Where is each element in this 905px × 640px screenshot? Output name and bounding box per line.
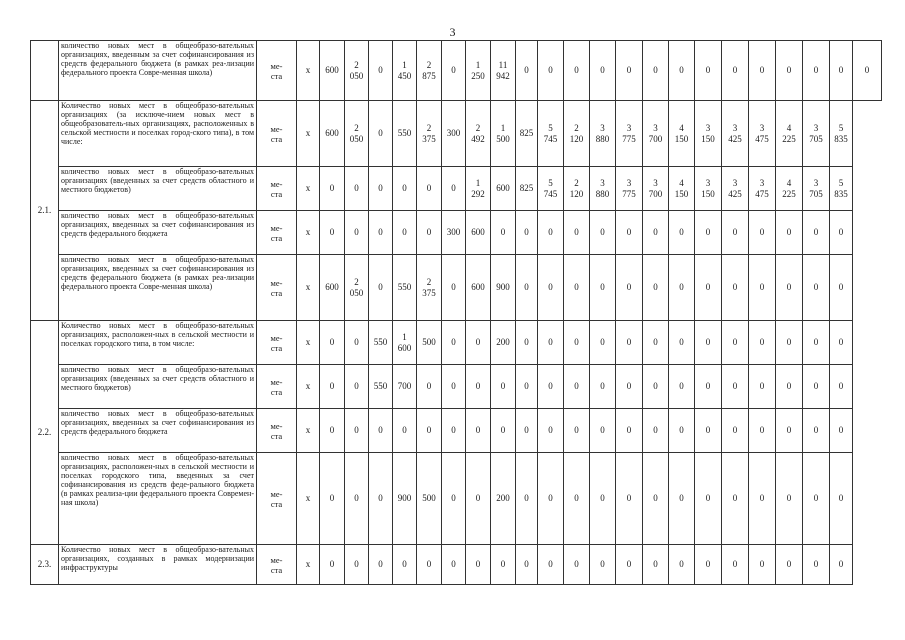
value-cell: х xyxy=(297,545,320,585)
value-cell: 0 xyxy=(830,321,853,365)
value-cell: 4 225 xyxy=(776,167,803,211)
unit-cell: ме- ста xyxy=(257,321,297,365)
value-cell: 0 xyxy=(516,321,538,365)
value-cell: 0 xyxy=(442,365,466,409)
value-cell: 3 425 xyxy=(722,101,749,167)
value-cell: х xyxy=(297,101,320,167)
value-cell: 0 xyxy=(776,211,803,255)
value-cell: 0 xyxy=(803,545,830,585)
indicator-description: количество новых мест в общеобразо-вательных организациях, введенных за счет софинансирования из средств федерального бюджета xyxy=(59,409,257,453)
value-cell: 825 xyxy=(516,101,538,167)
value-cell: 900 xyxy=(393,453,417,545)
value-cell: 0 xyxy=(345,365,369,409)
table-row xyxy=(31,167,882,211)
value-cell: 550 xyxy=(393,255,417,321)
value-cell: 0 xyxy=(320,453,345,545)
value-cell: 0 xyxy=(695,41,722,101)
unit-cell: ме- ста xyxy=(257,211,297,255)
unit-cell: ме- ста xyxy=(257,255,297,321)
value-cell: 0 xyxy=(830,255,853,321)
indicator-description: Количество новых мест в общеобразо-вательных организациях, расположен-ных в сельской местности и поселках городского типа, в том числе: xyxy=(59,321,257,365)
value-cell: 3 475 xyxy=(749,101,776,167)
value-cell: 0 xyxy=(643,211,669,255)
value-cell: 600 xyxy=(320,101,345,167)
value-cell: 825 xyxy=(516,167,538,211)
value-cell: 5 835 xyxy=(830,101,853,167)
value-cell: 0 xyxy=(669,255,695,321)
value-cell: 0 xyxy=(538,321,564,365)
unit-cell: ме- ста xyxy=(257,101,297,167)
value-cell: 1 600 xyxy=(393,321,417,365)
value-cell: 3 705 xyxy=(803,101,830,167)
value-cell: 5 745 xyxy=(538,167,564,211)
value-cell: 0 xyxy=(830,545,853,585)
value-cell: 0 xyxy=(590,211,616,255)
row-number-cell: 2.2. xyxy=(31,321,59,545)
value-cell: 1 250 xyxy=(466,41,491,101)
value-cell: 3 880 xyxy=(590,101,616,167)
value-cell: 0 xyxy=(466,453,491,545)
value-cell: 0 xyxy=(695,321,722,365)
value-cell: 0 xyxy=(669,365,695,409)
value-cell: 3 700 xyxy=(643,167,669,211)
value-cell: 0 xyxy=(695,453,722,545)
value-cell: 0 xyxy=(516,365,538,409)
unit-cell: ме- ста xyxy=(257,409,297,453)
value-cell: 0 xyxy=(803,41,830,101)
value-cell: 0 xyxy=(442,545,466,585)
value-cell: 0 xyxy=(830,365,853,409)
value-cell: 0 xyxy=(538,365,564,409)
value-cell: 0 xyxy=(803,409,830,453)
value-cell: 0 xyxy=(393,545,417,585)
value-cell: 2 120 xyxy=(564,101,590,167)
value-cell: 0 xyxy=(417,365,442,409)
value-cell: 1 450 xyxy=(393,41,417,101)
value-cell: 200 xyxy=(491,453,516,545)
value-cell: х xyxy=(297,453,320,545)
value-cell: 500 xyxy=(417,453,442,545)
value-cell: 900 xyxy=(491,255,516,321)
value-cell: 300 xyxy=(442,211,466,255)
value-cell: 0 xyxy=(749,365,776,409)
table-row xyxy=(31,545,882,585)
indicator-description: количество новых мест в общеобразо-вательных организациях (введенных за счет средств областного и местного бюджетов) xyxy=(59,365,257,409)
value-cell: 0 xyxy=(776,453,803,545)
indicator-description: Количество новых мест в общеобразо-вательных организациях (за исключе-нием новых мест в общеобразователь-ных организациях, расположенных в сельской местности и поселках город-ского типа), в том числе: xyxy=(59,101,257,167)
value-cell: 0 xyxy=(722,321,749,365)
value-cell: 0 xyxy=(393,167,417,211)
value-cell: 0 xyxy=(669,545,695,585)
value-cell: 0 xyxy=(564,409,590,453)
value-cell: 0 xyxy=(320,167,345,211)
indicator-description: количество новых мест в общеобразо-вательных организациях, расположен-ных в сельской местности и поселках городского типа, введенных за счет софинансирования из средств феде-рального бюджета (в рамках реализа-ции федерального проекта Современ-ная школа) xyxy=(59,453,257,545)
value-cell: 0 xyxy=(749,41,776,101)
row-number-cell: 2.1. xyxy=(31,101,59,321)
value-cell: 0 xyxy=(491,365,516,409)
unit-cell: ме- ста xyxy=(257,41,297,101)
value-cell: 0 xyxy=(442,453,466,545)
value-cell: 4 150 xyxy=(669,167,695,211)
value-cell: 0 xyxy=(590,409,616,453)
value-cell: 3 700 xyxy=(643,101,669,167)
row-number-cell: 2.3. xyxy=(31,545,59,585)
value-cell: 0 xyxy=(369,255,393,321)
value-cell: 0 xyxy=(749,453,776,545)
value-cell: 550 xyxy=(369,321,393,365)
value-cell: 0 xyxy=(369,41,393,101)
value-cell: 0 xyxy=(643,255,669,321)
value-cell: 3 150 xyxy=(695,167,722,211)
value-cell: 2 120 xyxy=(564,167,590,211)
value-cell: 0 xyxy=(590,365,616,409)
value-cell: 0 xyxy=(830,409,853,453)
value-cell: 0 xyxy=(803,365,830,409)
value-cell: х xyxy=(297,409,320,453)
table-row xyxy=(31,255,882,321)
value-cell: 0 xyxy=(590,453,616,545)
indicators-table xyxy=(30,40,882,585)
table-row xyxy=(31,321,882,365)
value-cell: 0 xyxy=(466,365,491,409)
value-cell: 0 xyxy=(749,321,776,365)
value-cell: 0 xyxy=(722,409,749,453)
value-cell: 0 xyxy=(369,167,393,211)
value-cell: 0 xyxy=(491,409,516,453)
value-cell: 0 xyxy=(590,321,616,365)
value-cell: 0 xyxy=(616,453,643,545)
value-cell: 0 xyxy=(442,41,466,101)
value-cell: 0 xyxy=(722,41,749,101)
value-cell: 0 xyxy=(564,321,590,365)
value-cell: 3 775 xyxy=(616,101,643,167)
value-cell: 200 xyxy=(491,321,516,365)
value-cell: 3 705 xyxy=(803,167,830,211)
value-cell: 0 xyxy=(669,321,695,365)
value-cell: 0 xyxy=(538,409,564,453)
value-cell: 3 775 xyxy=(616,167,643,211)
value-cell: 0 xyxy=(466,321,491,365)
indicator-description: количество новых мест в общеобразо-вательных организациях, введенных за счет софинансирования из средств федерального бюджета (в рамках реа-лизации федерального проекта Совре-менная школа) xyxy=(59,255,257,321)
value-cell: 0 xyxy=(643,321,669,365)
value-cell: 2 375 xyxy=(417,255,442,321)
value-cell: 3 475 xyxy=(749,167,776,211)
value-cell: 3 150 xyxy=(695,101,722,167)
value-cell: 0 xyxy=(643,545,669,585)
value-cell: 0 xyxy=(442,321,466,365)
value-cell: 0 xyxy=(345,545,369,585)
value-cell: 0 xyxy=(776,545,803,585)
value-cell: 0 xyxy=(749,409,776,453)
value-cell: 600 xyxy=(320,41,345,101)
unit-cell: ме- ста xyxy=(257,453,297,545)
value-cell: 0 xyxy=(320,211,345,255)
value-cell: 300 xyxy=(442,101,466,167)
value-cell: 0 xyxy=(369,545,393,585)
value-cell: 0 xyxy=(417,211,442,255)
value-cell: 0 xyxy=(590,545,616,585)
value-cell: 0 xyxy=(776,321,803,365)
value-cell: 0 xyxy=(516,453,538,545)
value-cell: 0 xyxy=(695,211,722,255)
value-cell: 0 xyxy=(803,321,830,365)
value-cell: 0 xyxy=(853,41,882,101)
value-cell: 0 xyxy=(590,255,616,321)
value-cell: 0 xyxy=(776,409,803,453)
value-cell: 0 xyxy=(803,255,830,321)
value-cell: 0 xyxy=(442,255,466,321)
value-cell: 0 xyxy=(345,321,369,365)
value-cell: 0 xyxy=(830,453,853,545)
value-cell: х xyxy=(297,321,320,365)
value-cell: 0 xyxy=(803,211,830,255)
value-cell: 0 xyxy=(695,545,722,585)
value-cell: 0 xyxy=(830,41,853,101)
value-cell: 600 xyxy=(320,255,345,321)
value-cell: 600 xyxy=(491,167,516,211)
table-row xyxy=(31,101,882,167)
value-cell: 0 xyxy=(345,167,369,211)
value-cell: 0 xyxy=(564,211,590,255)
value-cell: 0 xyxy=(417,545,442,585)
value-cell: 2 050 xyxy=(345,41,369,101)
page-number: 3 xyxy=(449,25,456,39)
value-cell: 600 xyxy=(466,211,491,255)
value-cell: 0 xyxy=(320,545,345,585)
value-cell: 0 xyxy=(722,545,749,585)
value-cell: 0 xyxy=(749,255,776,321)
value-cell: 0 xyxy=(616,409,643,453)
value-cell: 0 xyxy=(417,409,442,453)
value-cell: 550 xyxy=(369,365,393,409)
value-cell: 0 xyxy=(564,365,590,409)
value-cell: 0 xyxy=(538,453,564,545)
value-cell: 0 xyxy=(669,211,695,255)
unit-cell: ме- ста xyxy=(257,545,297,585)
value-cell: 0 xyxy=(345,409,369,453)
value-cell: 4 150 xyxy=(669,101,695,167)
value-cell: 0 xyxy=(516,255,538,321)
value-cell: 0 xyxy=(369,453,393,545)
value-cell: 0 xyxy=(695,409,722,453)
value-cell: 0 xyxy=(538,255,564,321)
table-row xyxy=(31,453,882,545)
value-cell: 0 xyxy=(345,211,369,255)
value-cell: 0 xyxy=(369,211,393,255)
value-cell: 0 xyxy=(695,365,722,409)
row-number-cell xyxy=(31,41,59,101)
indicator-description: количество новых мест в общеобразо-вательных организациях, введенных за счет софинансирования из средств федерального бюджета xyxy=(59,211,257,255)
value-cell: 0 xyxy=(776,41,803,101)
value-cell: 0 xyxy=(722,365,749,409)
indicator-description: количество новых мест в общеобразо-вательных организациях (введенных за счет средств областного и местного бюджетов) xyxy=(59,167,257,211)
value-cell: 700 xyxy=(393,365,417,409)
value-cell: 0 xyxy=(830,211,853,255)
value-cell: 0 xyxy=(442,167,466,211)
value-cell: 0 xyxy=(516,409,538,453)
value-cell: 2 050 xyxy=(345,101,369,167)
value-cell: 0 xyxy=(722,453,749,545)
value-cell: 0 xyxy=(369,101,393,167)
value-cell: 0 xyxy=(616,255,643,321)
value-cell: 2 875 xyxy=(417,41,442,101)
value-cell: 0 xyxy=(491,211,516,255)
value-cell: х xyxy=(297,167,320,211)
indicator-description: Количество новых мест в общеобразо-вательных организациях, созданных в рамках модернизации инфраструктуры xyxy=(59,545,257,585)
value-cell: 0 xyxy=(442,409,466,453)
value-cell: 3 425 xyxy=(722,167,749,211)
table-row xyxy=(31,365,882,409)
value-cell: 0 xyxy=(616,41,643,101)
value-cell: х xyxy=(297,211,320,255)
value-cell: 0 xyxy=(417,167,442,211)
value-cell: 0 xyxy=(564,41,590,101)
value-cell: х xyxy=(297,41,320,101)
value-cell: 4 225 xyxy=(776,101,803,167)
indicator-description: количество новых мест в общеобразо-вательных организациях, введенным за счет софинансирования из средств федерального бюджета (в рамках реа-лизации федерального проекта Совре-менная школа) xyxy=(59,41,257,101)
value-cell: 5 745 xyxy=(538,101,564,167)
value-cell: 0 xyxy=(722,211,749,255)
value-cell: 0 xyxy=(776,365,803,409)
value-cell: 0 xyxy=(776,255,803,321)
value-cell: 0 xyxy=(669,41,695,101)
value-cell: 0 xyxy=(466,409,491,453)
value-cell: х xyxy=(297,255,320,321)
value-cell: 0 xyxy=(345,453,369,545)
value-cell: 0 xyxy=(643,453,669,545)
value-cell: 1 500 xyxy=(491,101,516,167)
value-cell: 0 xyxy=(669,453,695,545)
value-cell: 0 xyxy=(643,409,669,453)
value-cell: 0 xyxy=(516,211,538,255)
value-cell: 0 xyxy=(643,365,669,409)
value-cell: 2 050 xyxy=(345,255,369,321)
value-cell: 11 942 xyxy=(491,41,516,101)
value-cell: 600 xyxy=(466,255,491,321)
value-cell: 0 xyxy=(564,255,590,321)
value-cell: 0 xyxy=(320,321,345,365)
value-cell: 0 xyxy=(466,545,491,585)
unit-cell: ме- ста xyxy=(257,167,297,211)
value-cell: 0 xyxy=(491,545,516,585)
value-cell: 0 xyxy=(722,255,749,321)
value-cell: 0 xyxy=(616,545,643,585)
value-cell: 0 xyxy=(538,41,564,101)
value-cell: 0 xyxy=(393,211,417,255)
value-cell: 0 xyxy=(590,41,616,101)
value-cell: 0 xyxy=(516,545,538,585)
value-cell: 550 xyxy=(393,101,417,167)
table-row xyxy=(31,211,882,255)
unit-cell: ме- ста xyxy=(257,365,297,409)
value-cell: 0 xyxy=(564,545,590,585)
value-cell: 0 xyxy=(616,321,643,365)
value-cell: 0 xyxy=(643,41,669,101)
table-row xyxy=(31,41,882,101)
value-cell: 0 xyxy=(669,409,695,453)
table-row xyxy=(31,409,882,453)
value-cell: 0 xyxy=(538,211,564,255)
value-cell: 0 xyxy=(749,211,776,255)
value-cell: 0 xyxy=(538,545,564,585)
value-cell: 0 xyxy=(803,453,830,545)
value-cell: 1 292 xyxy=(466,167,491,211)
value-cell: 0 xyxy=(369,409,393,453)
value-cell: 0 xyxy=(320,365,345,409)
value-cell: 0 xyxy=(695,255,722,321)
value-cell: 0 xyxy=(616,365,643,409)
value-cell: 0 xyxy=(393,409,417,453)
value-cell: 0 xyxy=(749,545,776,585)
value-cell: 500 xyxy=(417,321,442,365)
value-cell: 2 492 xyxy=(466,101,491,167)
value-cell: 5 835 xyxy=(830,167,853,211)
value-cell: 0 xyxy=(564,453,590,545)
value-cell: 2 375 xyxy=(417,101,442,167)
value-cell: х xyxy=(297,365,320,409)
value-cell: 3 880 xyxy=(590,167,616,211)
value-cell: 0 xyxy=(516,41,538,101)
value-cell: 0 xyxy=(616,211,643,255)
value-cell: 0 xyxy=(320,409,345,453)
